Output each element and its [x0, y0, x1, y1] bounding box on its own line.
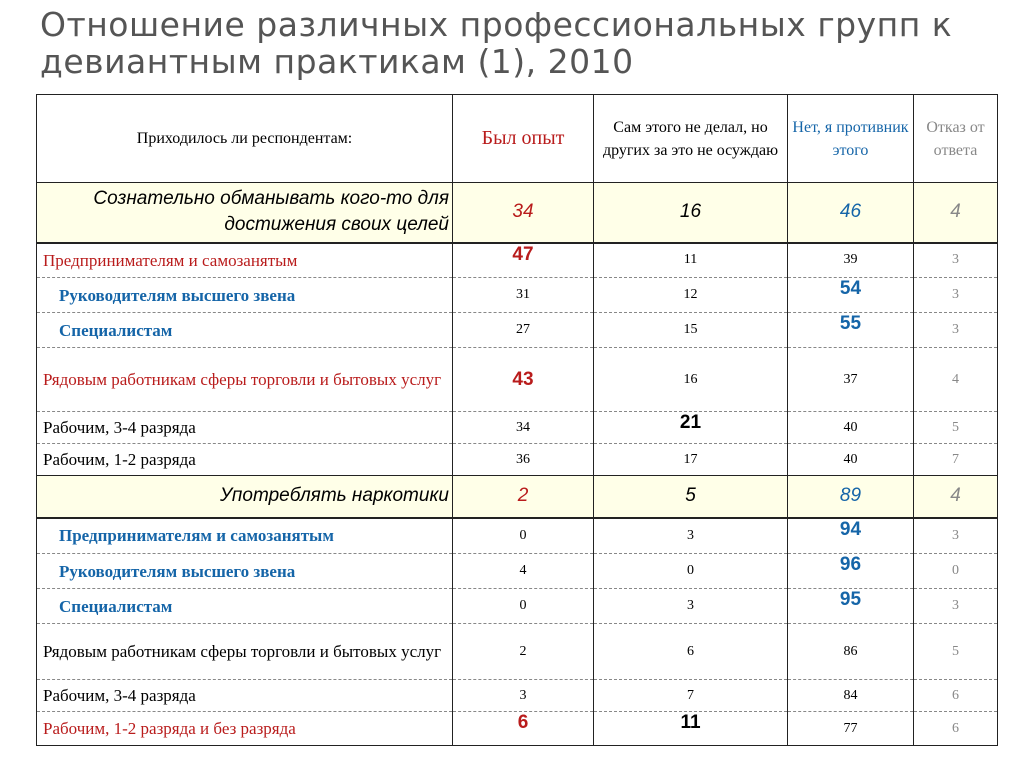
row-label: Специалистам — [37, 313, 453, 348]
cell-value: 11 — [594, 712, 788, 746]
row-label: Рядовым работникам сферы торговли и бытовых услуг — [37, 348, 453, 412]
cell-value: 6 — [914, 712, 998, 746]
cell-value: 94 — [788, 518, 914, 554]
cell-value: 3 — [914, 313, 998, 348]
section-label: Сознательно обманывать кого-то для достижения своих целей — [37, 183, 453, 243]
section-value: 89 — [788, 476, 914, 518]
section-value: 34 — [453, 183, 594, 243]
section-value: 2 — [453, 476, 594, 518]
cell-value: 2 — [453, 624, 594, 680]
section-value: 16 — [594, 183, 788, 243]
cell-value: 3 — [914, 518, 998, 554]
table-row — [37, 554, 998, 589]
page-title: Отношение различных профессиональных групп к девиантным практикам (1), 2010 — [40, 5, 953, 81]
cell-value: 17 — [594, 444, 788, 476]
table-row — [37, 444, 998, 476]
cell-value: 95 — [788, 589, 914, 624]
cell-value: 5 — [914, 624, 998, 680]
table-row — [37, 680, 998, 712]
cell-value: 21 — [594, 412, 788, 444]
cell-value: 3 — [453, 680, 594, 712]
row-label: Рабочим, 1-2 разряда — [37, 444, 453, 476]
row-label: Рядовым работникам сферы торговли и бытовых услуг — [37, 624, 453, 680]
cell-value: 7 — [914, 444, 998, 476]
table-row — [37, 589, 998, 624]
section-value: 4 — [914, 183, 998, 243]
row-label: Рабочим, 1-2 разряда и без разряда — [37, 712, 453, 746]
row-label: Предпринимателям и самозанятым — [37, 243, 453, 278]
cell-value: 40 — [788, 444, 914, 476]
header-row — [37, 95, 998, 183]
row-label: Руководителям высшего звена — [37, 554, 453, 589]
cell-value: 3 — [594, 589, 788, 624]
cell-value: 3 — [914, 243, 998, 278]
cell-value: 16 — [594, 348, 788, 412]
table-row — [37, 278, 998, 313]
cell-value: 96 — [788, 554, 914, 589]
cell-value: 84 — [788, 680, 914, 712]
cell-value: 40 — [788, 412, 914, 444]
cell-value: 15 — [594, 313, 788, 348]
table-row — [37, 243, 998, 278]
cell-value: 39 — [788, 243, 914, 278]
cell-value: 3 — [914, 589, 998, 624]
table-row — [37, 348, 998, 412]
header-question: Приходилось ли респондентам: — [37, 95, 453, 183]
cell-value: 77 — [788, 712, 914, 746]
cell-value: 6 — [453, 712, 594, 746]
section-value: 5 — [594, 476, 788, 518]
header-had-experience: Был опыт — [453, 95, 594, 183]
table-row — [37, 412, 998, 444]
cell-value: 31 — [453, 278, 594, 313]
row-label: Специалистам — [37, 589, 453, 624]
cell-value: 54 — [788, 278, 914, 313]
section-row-drugs — [37, 476, 998, 518]
section-label: Употреблять наркотики — [37, 476, 453, 518]
cell-value: 7 — [594, 680, 788, 712]
header-refusal: Отказ от ответа — [914, 95, 998, 183]
cell-value: 6 — [594, 624, 788, 680]
cell-value: 36 — [453, 444, 594, 476]
row-label: Предпринимателям и самозанятым — [37, 518, 453, 554]
cell-value: 37 — [788, 348, 914, 412]
section-value: 46 — [788, 183, 914, 243]
cell-value: 86 — [788, 624, 914, 680]
cell-value: 0 — [453, 589, 594, 624]
table-row — [37, 518, 998, 554]
cell-value: 11 — [594, 243, 788, 278]
cell-value: 5 — [914, 412, 998, 444]
cell-value: 0 — [594, 554, 788, 589]
cell-value: 3 — [914, 278, 998, 313]
cell-value: 3 — [594, 518, 788, 554]
cell-value: 55 — [788, 313, 914, 348]
row-label: Рабочим, 3-4 разряда — [37, 680, 453, 712]
header-against: Нет, я противник этого — [788, 95, 914, 183]
cell-value: 4 — [914, 348, 998, 412]
cell-value: 12 — [594, 278, 788, 313]
cell-value: 27 — [453, 313, 594, 348]
row-label: Рабочим, 3-4 разряда — [37, 412, 453, 444]
cell-value: 34 — [453, 412, 594, 444]
cell-value: 0 — [914, 554, 998, 589]
row-label: Руководителям высшего звена — [37, 278, 453, 313]
cell-value: 4 — [453, 554, 594, 589]
section-value: 4 — [914, 476, 998, 518]
data-table — [36, 94, 998, 746]
header-not-condemn: Сам этого не делал, но других за это не осуждаю — [594, 95, 788, 183]
cell-value: 0 — [453, 518, 594, 554]
cell-value: 6 — [914, 680, 998, 712]
section-row-deception — [37, 183, 998, 243]
cell-value: 43 — [453, 348, 594, 412]
table-row — [37, 624, 998, 680]
table-row — [37, 313, 998, 348]
table-row — [37, 712, 998, 746]
cell-value: 47 — [453, 243, 594, 278]
